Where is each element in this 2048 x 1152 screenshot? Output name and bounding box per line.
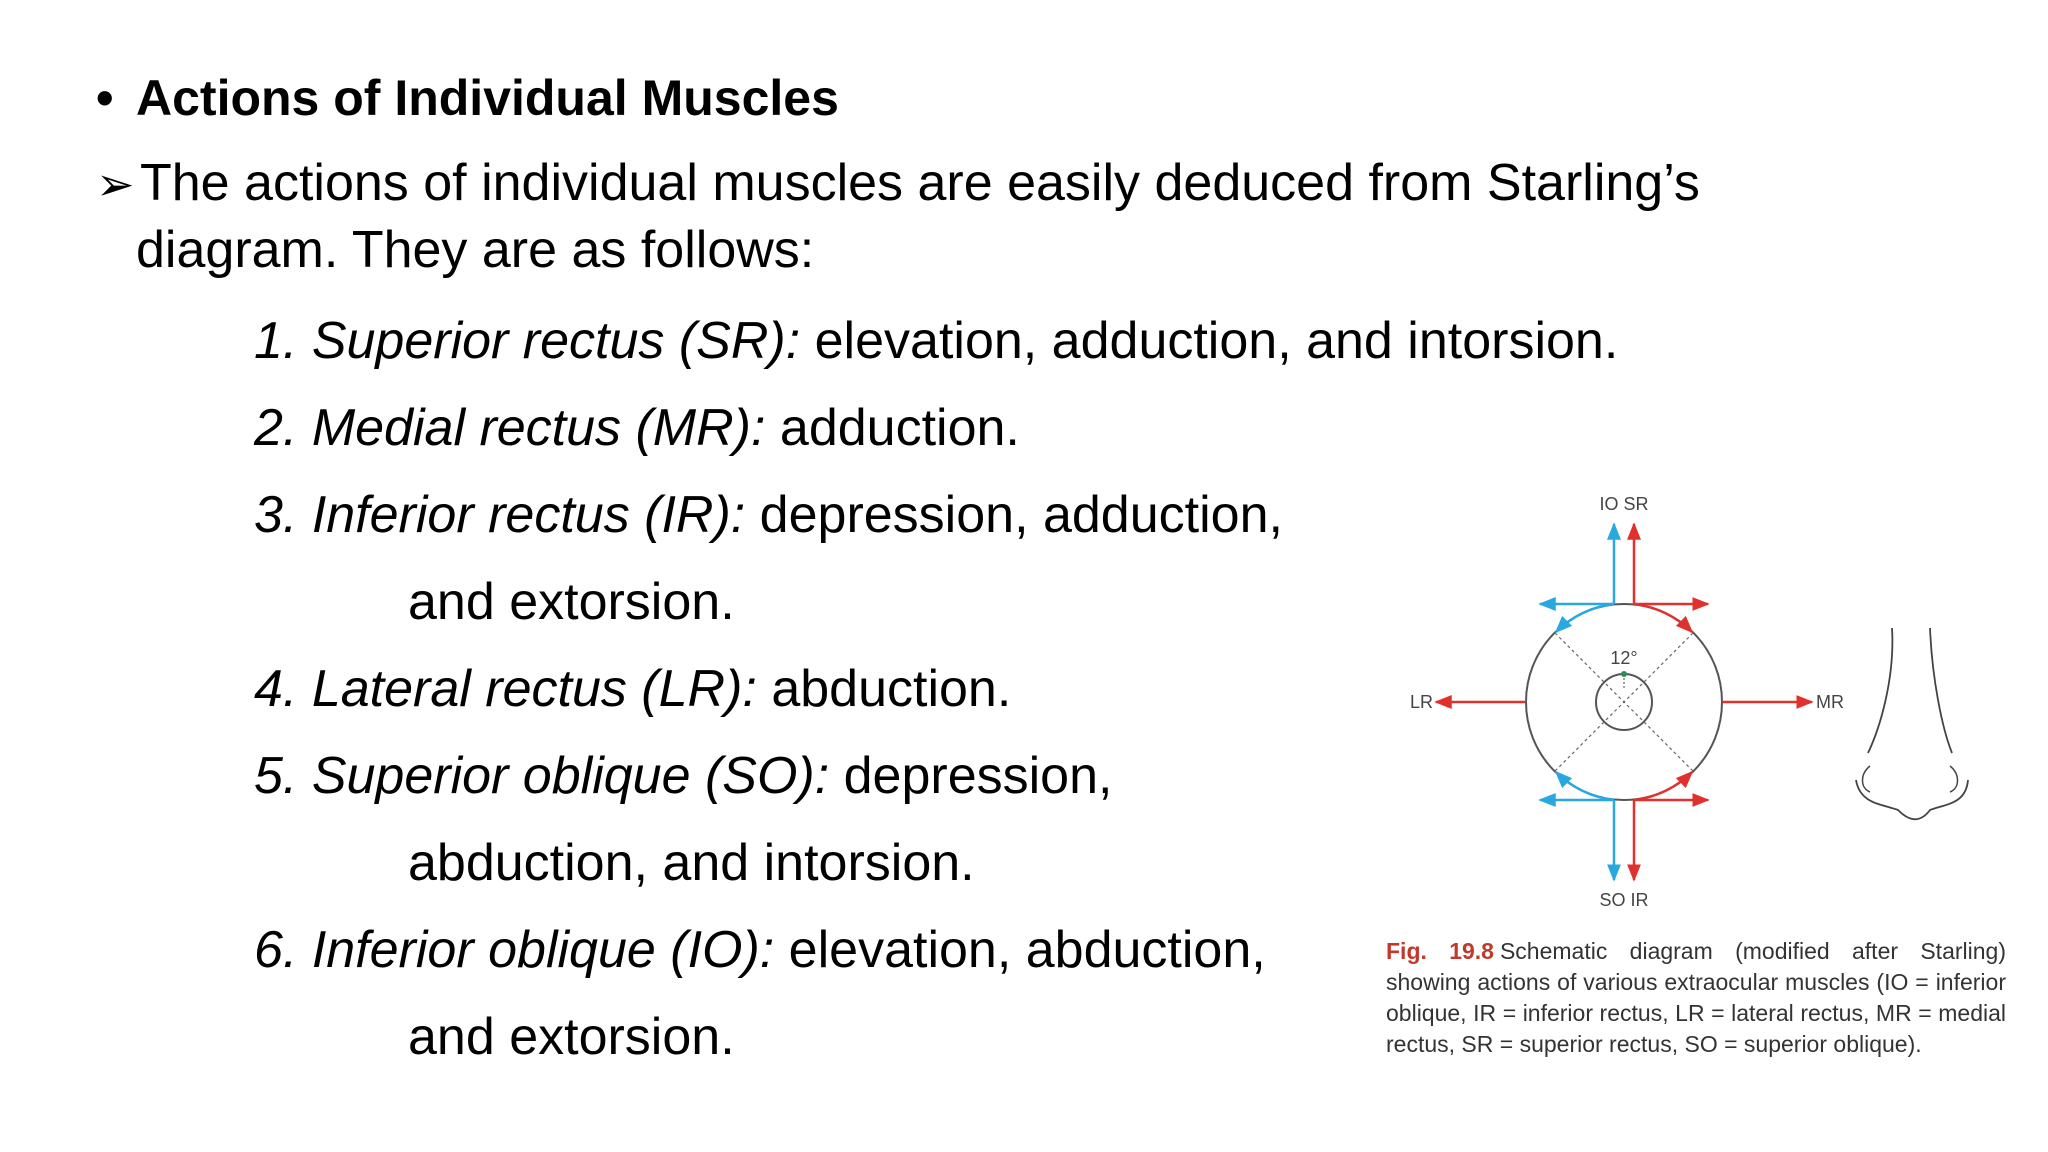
muscle-name: 3. Inferior rectus (IR): xyxy=(254,486,746,544)
list-item xyxy=(254,733,1404,820)
sr-torsion-arc xyxy=(1634,604,1692,632)
muscle-action: depression, adduction, xyxy=(745,486,1283,544)
ir-torsion-arc xyxy=(1634,772,1692,800)
muscle-action: elevation, adduction, and intorsion. xyxy=(800,312,1619,370)
muscle-name: 2. Medial rectus (MR): xyxy=(254,399,766,457)
muscle-name: 6. Inferior oblique (IO): xyxy=(254,921,775,979)
arrow-bullet-icon: ➢ xyxy=(96,158,135,210)
bullet-icon: • xyxy=(96,70,114,126)
heading-text: Actions of Individual Muscles xyxy=(136,70,839,126)
label-io-sr: IO SR xyxy=(1599,494,1649,514)
muscle-name: 4. Lateral rectus (LR): xyxy=(254,660,757,718)
muscle-action: abduction. xyxy=(756,660,1012,718)
muscle-action: adduction. xyxy=(765,399,1020,457)
label-mr: MR xyxy=(1816,692,1844,712)
label-lr: LR xyxy=(1410,692,1434,712)
nose-outline xyxy=(1868,628,1892,753)
slide-heading xyxy=(96,62,839,134)
muscle-name: 5. Superior oblique (SO): xyxy=(254,747,830,805)
list-item xyxy=(254,472,1404,559)
starling-diagram xyxy=(1390,488,2010,918)
nose-outline xyxy=(1856,780,1968,819)
list-item xyxy=(254,298,1619,385)
label-angle: 12° xyxy=(1610,648,1638,668)
muscle-action: elevation, abduction, xyxy=(774,921,1266,979)
muscle-action: depression, xyxy=(829,747,1113,805)
list-item-continuation: and extorsion. xyxy=(408,573,735,631)
intro-paragraph xyxy=(96,150,1816,283)
nose-outline xyxy=(1930,628,1952,753)
muscle-name: 1. Superior rectus (SR): xyxy=(254,312,801,370)
figure-number: Fig. 19.8 xyxy=(1386,938,1494,964)
fixation-dot xyxy=(1621,671,1627,677)
intro-line-1: The actions of individual muscles are easily deduced from Starling’s xyxy=(140,154,1700,212)
nostril xyxy=(1863,766,1871,792)
list-item-continuation: abduction, and intorsion. xyxy=(408,834,975,892)
so-torsion-arc xyxy=(1556,772,1614,800)
list-item xyxy=(254,907,1404,994)
io-torsion-arc xyxy=(1556,604,1614,632)
list-item xyxy=(254,646,1404,733)
figure-caption xyxy=(1386,936,2006,1060)
list-item-continuation: and extorsion. xyxy=(408,1008,735,1066)
nostril xyxy=(1950,766,1958,792)
intro-line-2: diagram. They are as follows: xyxy=(136,221,815,279)
starling-diagram-svg xyxy=(1390,488,2010,918)
list-item xyxy=(254,385,1404,472)
label-so-ir: SO IR xyxy=(1599,890,1649,910)
caption-text: Schematic diagram (modified after Starling) showing actions of various extraocular muscles (IO = inferior oblique, IR = inferior rectus, LR = lateral rectus, MR = medial rectus, SR = superior rectus, SO = superior oblique). xyxy=(1386,938,2006,1057)
